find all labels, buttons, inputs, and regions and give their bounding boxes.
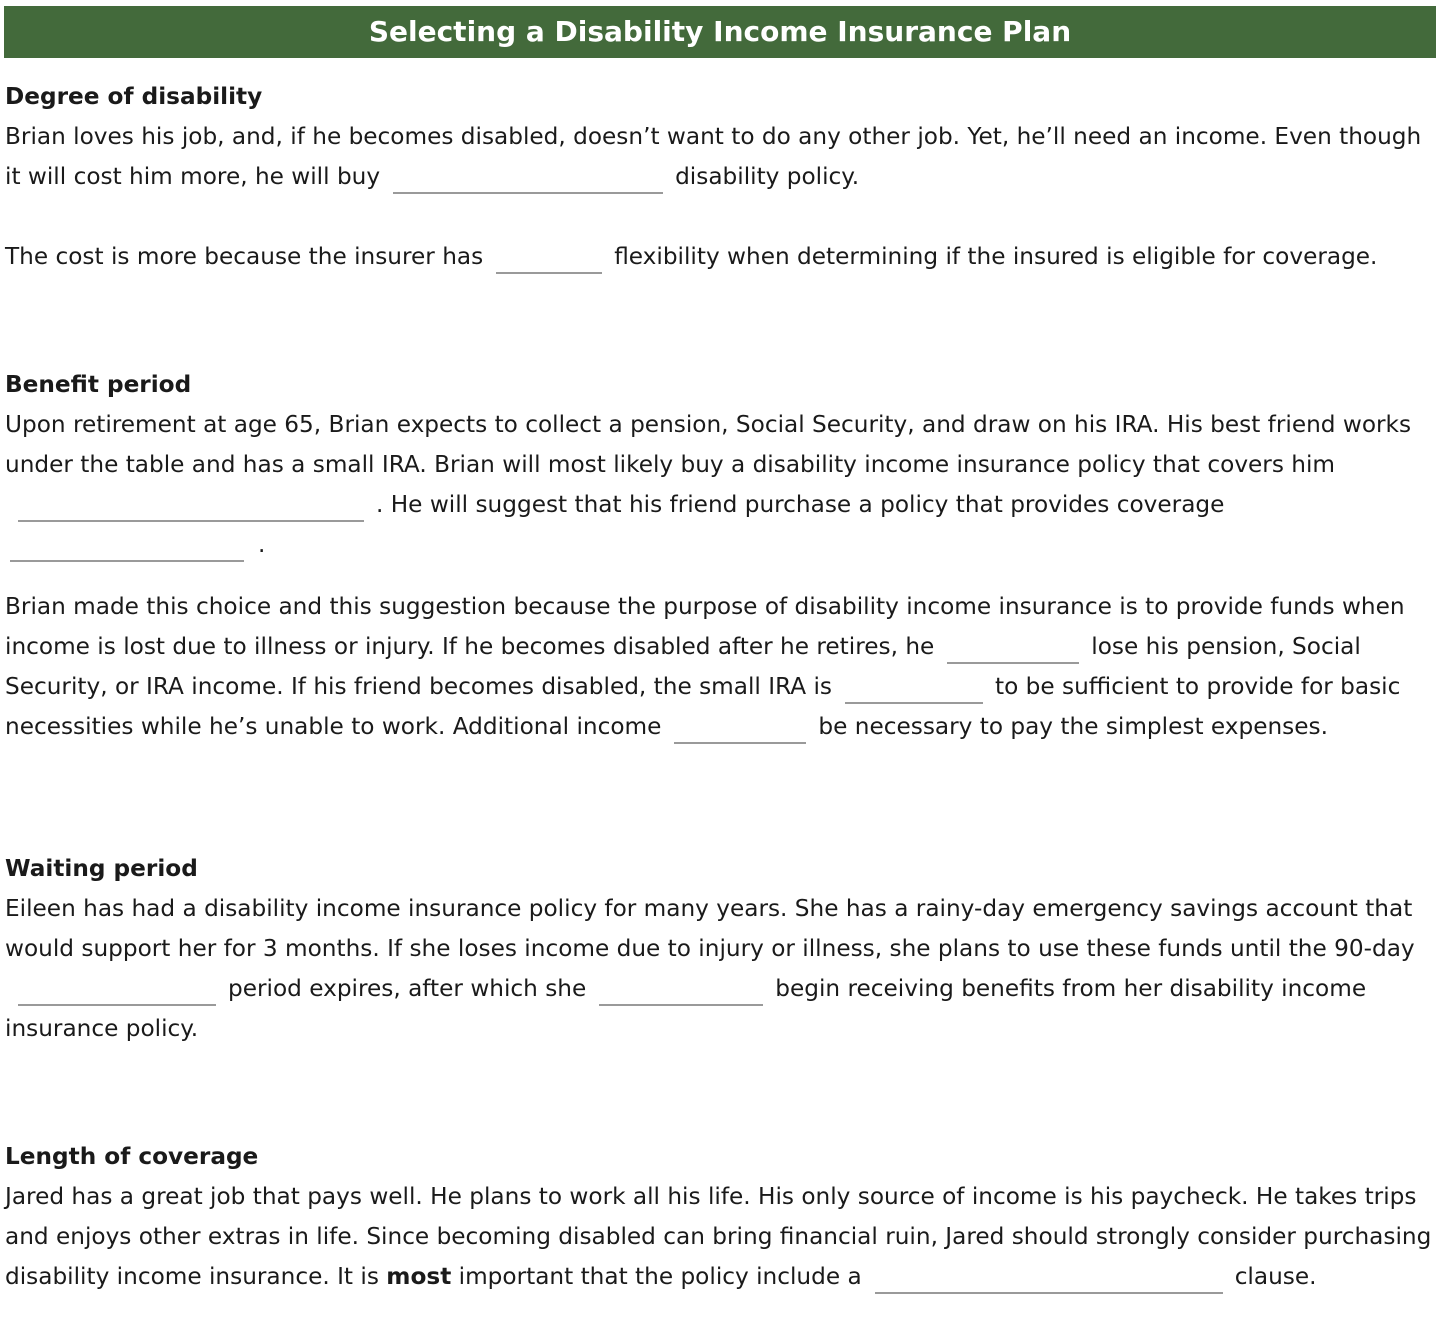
- policy-clause-dropdown[interactable]: [875, 1264, 1223, 1294]
- paragraph-text: lose his pension, Social Security, or IRA income. If his friend becomes disabled, the small IRA is: [5, 633, 1361, 700]
- friend-coverage-period-dropdown[interactable]: [10, 532, 244, 562]
- paragraph: [5, 889, 1435, 1049]
- paragraph-text: disability policy.: [675, 163, 860, 190]
- section-benefit-period: [5, 365, 1435, 747]
- paragraph: [5, 1177, 1435, 1297]
- paragraph-text: .: [258, 531, 266, 558]
- section-heading: Degree of disability: [5, 83, 263, 110]
- section-heading: Length of coverage: [5, 1143, 259, 1170]
- disability-policy-type-dropdown[interactable]: [393, 164, 663, 194]
- paragraph-text: period expires, after which she: [228, 975, 587, 1002]
- paragraph-text: Jared has a great job that pays well. He plans to work all his life. His only source of income is his paycheck. He takes trips and enjoys other extras in life. Since becoming disabled can bring financial ruin, Jared should strongly consider purchasing disability income insurance. It is: [5, 1183, 1432, 1290]
- paragraph-text: Brian loves his job, and, if he becomes disabled, doesn’t want to do any other job. Yet, he’ll need an income. Even though it will cost him more, he will buy: [5, 123, 1422, 190]
- section-heading: Waiting period: [5, 855, 198, 882]
- brian-coverage-period-dropdown[interactable]: [18, 492, 364, 522]
- paragraph-text: Eileen has had a disability income insurance policy for many years. She has a rainy-day emergency savings account that would support her for 3 months. If she loses income due to injury or illness, she plans to use these funds until the 90-day: [5, 895, 1415, 962]
- paragraph-text: to be sufficient to provide for basic necessities while he’s unable to work. Additional income: [5, 673, 1401, 740]
- ira-sufficiency-dropdown[interactable]: [845, 674, 983, 704]
- paragraph: [5, 237, 1435, 277]
- paragraph: [5, 117, 1435, 197]
- paragraph-text: important that the policy include a: [458, 1263, 862, 1290]
- paragraph-text: flexibility when determining if the insured is eligible for coverage.: [614, 243, 1378, 270]
- benefits-start-dropdown[interactable]: [599, 976, 763, 1006]
- paragraph-text: begin receiving benefits from her disability income insurance policy.: [5, 975, 1367, 1042]
- paragraph-text: clause.: [1234, 1263, 1317, 1290]
- paragraph-text: Upon retirement at age 65, Brian expects to collect a pension, Social Security, and draw on his IRA. His best friend works under the table and has a small IRA. Brian will most likely buy a disability income insurance policy that covers him: [5, 411, 1412, 478]
- paragraph-text: The cost is more because the insurer has: [5, 243, 484, 270]
- emphasis-text: most: [386, 1263, 452, 1290]
- section-degree-of-disability: [5, 77, 1435, 277]
- retiree-income-loss-dropdown[interactable]: [947, 634, 1079, 664]
- page-title: Selecting a Disability Income Insurance Plan: [4, 6, 1436, 58]
- paragraph-text: . He will suggest that his friend purchase a policy that provides coverage: [376, 491, 1225, 518]
- additional-income-dropdown[interactable]: [674, 714, 806, 744]
- section-length-of-coverage: [5, 1137, 1435, 1297]
- paragraph-text: Brian made this choice and this suggestion because the purpose of disability income insurance is to provide funds when income is lost due to illness or injury. If he becomes disabled after he retires, he: [5, 593, 1405, 660]
- section-heading: Benefit period: [5, 371, 192, 398]
- waiting-period-type-dropdown[interactable]: [18, 976, 216, 1006]
- paragraph: [5, 587, 1435, 747]
- paragraph-text: be necessary to pay the simplest expenses.: [818, 713, 1328, 740]
- section-waiting-period: [5, 849, 1435, 1049]
- insurer-flexibility-dropdown[interactable]: [496, 244, 602, 274]
- paragraph: [5, 405, 1435, 565]
